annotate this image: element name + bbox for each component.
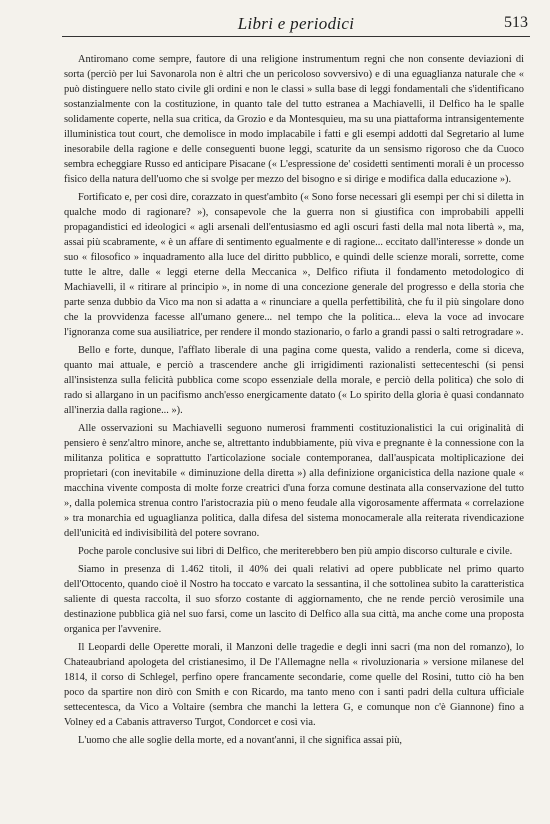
paragraph: Antiromano come sempre, fautore di una religione instrumentum regni che non consente deviazioni di sorta (perciò per lui Savonarola non è altri che un pericoloso sovversivo) e di una eguaglianza naturale che « può distinguere nello stato civile gli ordini e non le classi » sulla base di leggi fondamentali che s'identificano sostanzialmente con la costituzione, in quanto tale del tutto estranea a Machiavelli, il Delfico ha le spalle solidamente coperte, nella sua critica, da Grozio e da Montesquieu, ma su una piattaforma intransigentemente illuministica tout court, che demolisce in modo implacabile i fatti e gli esempi addotti dal Segretario al lume inesorabile della ragione e delle conseguenti buone leggi, scaturite da un sensismo rigoroso che da Cuoco sembra echeggiare Russo ed anticipare Pisacane (« L'espressione de' cosidetti sentimenti morali è un processo fisico della natura dell'uomo che si svolge per mezzo del bisogno e si dirige e modifica dalla educazione »).	[64, 54, 524, 185]
page-number: 513	[504, 14, 528, 31]
paragraph: Alle osservazioni su Machiavelli seguono numerosi frammenti costituzionalistici la cui originalità di pensiero è senz'altro minore, anche se, altrettanto indubbiamente, più viva e pregnante è la connessione con la militanza politica e soprattutto l'articolazione sociale contemporanea, dall'auspicata moltiplicazione dei proprietari (con inevitabile « diminuzione della diretta ») alla definizione organicistica della nazione quale « macchina vivente composta di molte forze creatrici d'una forza comune destinata alla conservazione del tutto », dalla polemica strenua contro l'aristocrazia più o meno feudale alla vigorosamente affermata « correlazione » tra monarchia ed uguaglianza politica, dalla difesa del sistema monocamerale alla reiterata rivendicazione dell'unicità ed indivisibilità del potere sovrano.	[64, 423, 524, 539]
paragraph: Siamo in presenza di 1.462 titoli, il 40% dei quali relativi ad opere pubblicate nel primo quarto dell'Ottocento, quando cioè il Nostro ha toccato e varcato la sessantina, il che sottolinea subito la caratteristica saliente di questa raccolta, il suo sforzo costante di aggiornamento, che ne rende perciò verosimile una destinazione pubblica già nel suo farsi, come un lascito di Delfico alla sua città, ma anche come una proposta organica per l'avvenire.	[64, 564, 524, 635]
paragraph: L'uomo che alle soglie della morte, ed a novant'anni, il che significa assai più,	[78, 735, 403, 746]
running-title: Libri e periodici	[237, 14, 355, 33]
article-body	[64, 52, 524, 751]
running-header	[62, 14, 530, 37]
paragraph: Poche parole conclusive sui libri di Delfico, che meriterebbero ben più ampio discorso culturale e civile.	[78, 546, 513, 557]
paragraph: Bello e forte, dunque, l'afflato liberale di una pagina come questa, valido a renderla, come si diceva, quanto mai attuale, e perciò a trascendere anche gli irrigidimenti razionalisti settecenteschi (si pensi all'insistenza sulla felicità pubblica come scopo essenziale della morale, e perciò della politica) che solo di rado si allargano in un pacifismo anch'esso energicamente datato (« Lo spirito della gloria è quasi condannato all'inerzia dalla ragione... »).	[64, 345, 524, 416]
paragraph: Fortificato e, per così dire, corazzato in quest'ambito (« Sono forse necessari gli esempi per chi si diletta in qualche modo di ragionare? »), consapevole che la guerra non si giustifica con improbabili appelli propagandistici ed ideologici « agli arsenali dell'entusiasmo ed agli oscuri fasti della mal nota libertà », ma, assai più scabramente, « è un affare di sentimento egualmente e di ragione... eccitato dall'interesse » donde un suo « filosofico » inquadramento alla luce del diritto pubblico, e quindi delle scienze morali, sorrette, come tutte le altre, dalle « leggi eterne della Meccanica », Delfico rifiuta il fondamento metodologico di Machiavelli, il « ritirare al principio », in nome di una concezione generale del progresso e della storia che parte senza dubbio da Vico ma non si adatta a « rinunciare a quella perfettibilità, che fu il più singolare dono che la provvidenza facesse all'umano genere... nel tempo che la politica... eleva la voce ad invocare l'ignoranza come sua ausiliatrice, per rendere il mondo stazionario, o farlo a grandi passi o salti retrogradare ».	[64, 192, 524, 338]
paragraph: Il Leopardi delle Operette morali, il Manzoni delle tragedie e degli inni sacri (ma non del romanzo), lo Chateaubriand apologeta del cristianesimo, il De l'Allemagne nella « rivoluzionaria » versione milanese del 1814, il corso di Schlegel, perfino opere francamente secondarie, come quelle del Rosini, tutto ciò ha ben poco da spartire non dirò con Smith e con Ricardo, ma tanto meno con i santi padri della cultura ufficiale settecentesca, da Vico a Voltaire (sembra che manchi la lettera G, e comunque non c'è Giannone) fino a Volney ed a Cabanis attraverso Turgot, Condorcet e così via.	[64, 642, 524, 728]
